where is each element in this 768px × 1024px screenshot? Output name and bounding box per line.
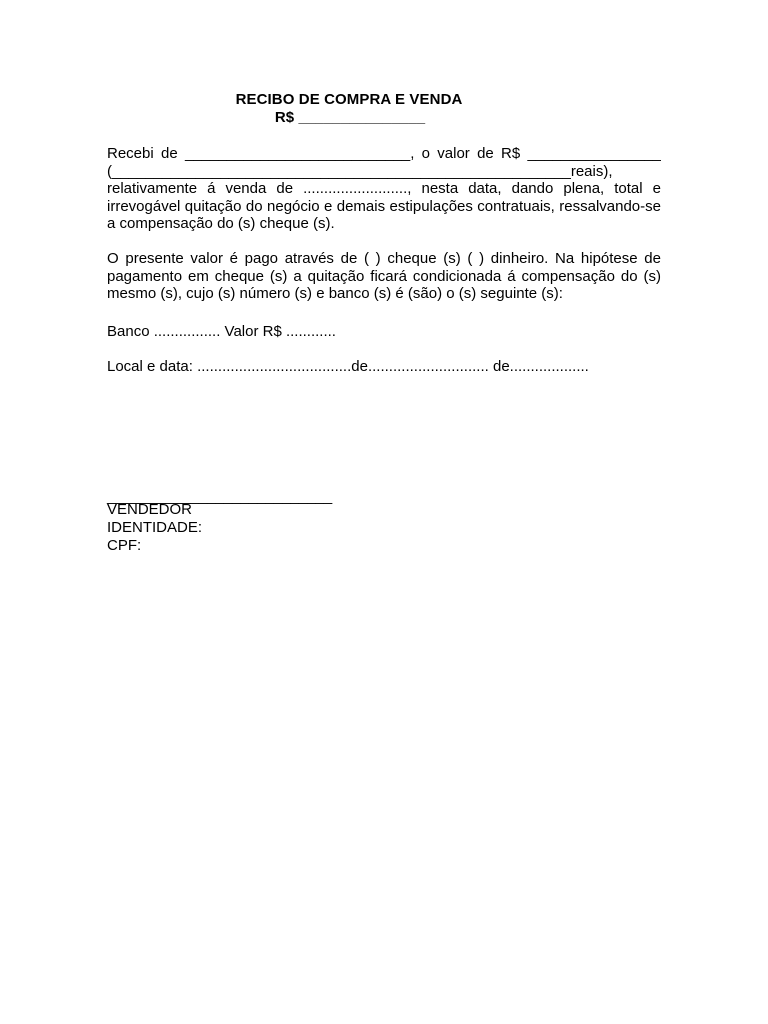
paragraph-line: irrevogável quitação do negócio e demais estipulações contratuais, ressalvando-se [107, 197, 661, 215]
place-date-line: Local e data: .....................................de............................. de................... [107, 358, 589, 375]
paragraph-line: relativamente á venda de ........................., nesta data, dando plena, total e [107, 180, 661, 198]
identity-label: IDENTIDADE: [107, 519, 203, 536]
paragraph-line: pagamento em cheque (s) a quitação ficará condicionada á compensação do (s) [107, 267, 661, 285]
bank-line: Banco ................ Valor R$ ............ [107, 323, 336, 340]
paragraph-line: O presente valor é pago através de ( ) cheque (s) ( ) dinheiro. Na hipótese de [107, 250, 661, 267]
document-title [0, 91, 698, 127]
seller-label: VENDEDOR [107, 501, 193, 518]
cpf-label: CPF: [107, 537, 142, 554]
paragraph-payment [107, 250, 661, 303]
signature-line: ___________________________ [107, 488, 333, 505]
title-amount: R$ _______________ [274, 109, 426, 126]
paragraph-receipt [107, 145, 661, 233]
paragraph-line: a compensação do (s) cheque (s). [107, 215, 335, 233]
title-receipt: RECIBO DE COMPRA E VENDA [235, 91, 463, 108]
paragraph-line: mesmo (s), cujo (s) número (s) e banco (s) é (são) o (s) seguinte (s): [107, 285, 563, 303]
paragraph-line: Recebi de ___________________________, o valor de R$ ________________ [107, 145, 661, 162]
paragraph-line: (_______________________________________________________reais), [107, 162, 613, 180]
